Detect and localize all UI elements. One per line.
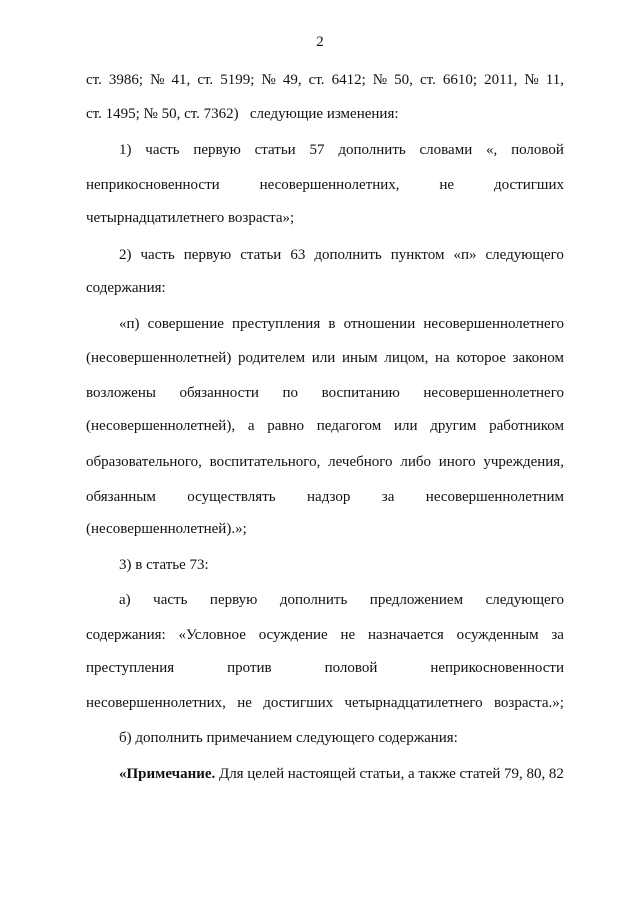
word: 5199; xyxy=(220,72,255,88)
word: а xyxy=(247,418,255,434)
word: несовершеннолетним xyxy=(425,489,564,505)
word: (несовершеннолетней), xyxy=(86,418,236,434)
word: 3986; xyxy=(108,72,144,88)
text-line xyxy=(86,658,564,678)
word: настоящей xyxy=(287,766,356,782)
page-number: 2 xyxy=(316,34,324,50)
word: отношении xyxy=(343,316,416,332)
word: осуществлять xyxy=(187,489,276,505)
word: образовательного, xyxy=(86,454,202,470)
word: достигших xyxy=(494,177,564,193)
word: или xyxy=(393,418,418,434)
word: ст. xyxy=(86,72,102,88)
word: 2) xyxy=(119,247,132,263)
text-line xyxy=(86,383,564,403)
word: «п» xyxy=(453,247,477,263)
word: 80, xyxy=(526,766,546,782)
word: 1) xyxy=(119,142,132,158)
word: также xyxy=(418,766,456,782)
word: несовершеннолетних, xyxy=(86,695,226,711)
text-line xyxy=(119,590,564,610)
word: первую xyxy=(209,592,258,608)
word: первую xyxy=(183,247,232,263)
word: лицом, xyxy=(384,350,429,366)
line-text: содержания: xyxy=(86,280,166,296)
word: 11, xyxy=(545,72,564,88)
word: статей xyxy=(459,766,501,782)
word: воспитательного, xyxy=(209,454,321,470)
word: лечебного xyxy=(328,454,393,470)
word: следующего xyxy=(485,247,564,263)
line-text: ст. 1495; № 50, ст. 7362) следующие изменения: xyxy=(86,106,399,122)
word: целей xyxy=(247,766,285,782)
text-line xyxy=(86,348,564,368)
word: иного xyxy=(438,454,476,470)
word: не xyxy=(340,627,356,643)
word: № xyxy=(372,72,388,88)
text-line xyxy=(86,625,564,645)
word: не xyxy=(439,177,455,193)
word: статьи, xyxy=(359,766,405,782)
word: педагогом xyxy=(316,418,382,434)
word: назначается xyxy=(367,627,444,643)
word: часть xyxy=(153,592,188,608)
word: первую xyxy=(193,142,241,158)
word: несовершеннолетнего xyxy=(423,316,564,332)
word: 50, xyxy=(394,72,413,88)
text-line xyxy=(86,278,564,298)
text-line xyxy=(86,487,564,507)
line-text: 3) в статье 73: xyxy=(119,557,209,573)
word: статьи xyxy=(254,142,296,158)
word: в xyxy=(328,316,336,332)
word: иным xyxy=(342,350,378,366)
word: преступления xyxy=(232,316,321,332)
text-line xyxy=(119,728,564,748)
word: ст. xyxy=(308,72,325,88)
word: (несовершеннолетней) xyxy=(86,350,232,366)
text-line xyxy=(86,175,564,195)
word: ст. xyxy=(419,72,436,88)
text-line xyxy=(86,519,564,539)
word: а xyxy=(407,766,415,782)
word: пунктом xyxy=(390,247,445,263)
word: половой xyxy=(511,142,564,158)
word: «п) xyxy=(119,316,140,332)
word: обязанным xyxy=(86,489,156,505)
word: неприкосновенности xyxy=(86,177,220,193)
text-line xyxy=(119,555,564,575)
word: либо xyxy=(400,454,431,470)
word: надзор xyxy=(307,489,351,505)
word: 49, xyxy=(282,72,302,88)
word: 6610; xyxy=(442,72,478,88)
word: половой xyxy=(324,660,378,676)
word: учреждения, xyxy=(483,454,564,470)
text-line xyxy=(119,245,564,265)
word: «Условное xyxy=(178,627,246,643)
word: достигших xyxy=(263,695,334,711)
word: дополнить xyxy=(279,592,348,608)
word: работником xyxy=(489,418,564,434)
word: 57 xyxy=(309,142,325,158)
word: № xyxy=(524,72,539,88)
word: «, xyxy=(486,142,498,158)
word: дополнить xyxy=(314,247,382,263)
word: совершение xyxy=(147,316,224,332)
word: № xyxy=(261,72,276,88)
word: «Примечание. xyxy=(119,766,216,782)
word: законом xyxy=(512,350,564,366)
text-line xyxy=(119,764,564,784)
text-line xyxy=(86,452,564,472)
word: другим xyxy=(430,418,477,434)
word: 6412; xyxy=(331,72,366,88)
word: статьи xyxy=(240,247,282,263)
word: а) xyxy=(119,592,131,608)
word: обязанности xyxy=(179,385,259,401)
word: предложением xyxy=(369,592,464,608)
text-line xyxy=(86,104,564,124)
word: № xyxy=(150,72,165,88)
word: осужденным xyxy=(456,627,539,643)
word: несовершеннолетнего xyxy=(423,385,564,401)
word: неприкосновенности xyxy=(430,660,564,676)
text-line xyxy=(119,314,564,334)
word: ст. xyxy=(197,72,214,88)
text-line xyxy=(86,70,564,90)
text-line xyxy=(86,693,564,713)
word: часть xyxy=(140,247,175,263)
word: по xyxy=(282,385,299,401)
word: воспитанию xyxy=(321,385,400,401)
text-line xyxy=(86,208,564,228)
word: несовершеннолетних, xyxy=(259,177,400,193)
word: преступления xyxy=(86,660,175,676)
text-line xyxy=(86,416,564,436)
word: дополнить xyxy=(338,142,406,158)
word: за xyxy=(381,489,395,505)
word: родителем xyxy=(238,350,306,366)
word: против xyxy=(227,660,272,676)
word: 63 xyxy=(290,247,306,263)
word: возраста.»; xyxy=(493,695,564,711)
line-text: б) дополнить примечанием следующего содержания: xyxy=(119,730,458,746)
word: следующего xyxy=(485,592,564,608)
word: возложены xyxy=(86,385,156,401)
word: или xyxy=(311,350,336,366)
word: которое xyxy=(456,350,506,366)
word: не xyxy=(237,695,252,711)
line-text: четырнадцатилетнего возраста»; xyxy=(86,210,295,226)
word: 41, xyxy=(171,72,191,88)
word: 82 xyxy=(548,766,564,782)
word: часть xyxy=(145,142,180,158)
word: 79, xyxy=(504,766,523,782)
line-text: (несовершеннолетней).»; xyxy=(86,521,247,537)
word: за xyxy=(551,627,564,643)
word: четырнадцатилетнего xyxy=(344,695,483,711)
word: содержания: xyxy=(86,627,166,643)
word: осуждение xyxy=(258,627,328,643)
word: словами xyxy=(419,142,473,158)
word: равно xyxy=(267,418,304,434)
word: Для xyxy=(218,766,244,782)
text-line xyxy=(119,140,564,160)
word: 2011, xyxy=(484,72,518,88)
word: на xyxy=(435,350,450,366)
